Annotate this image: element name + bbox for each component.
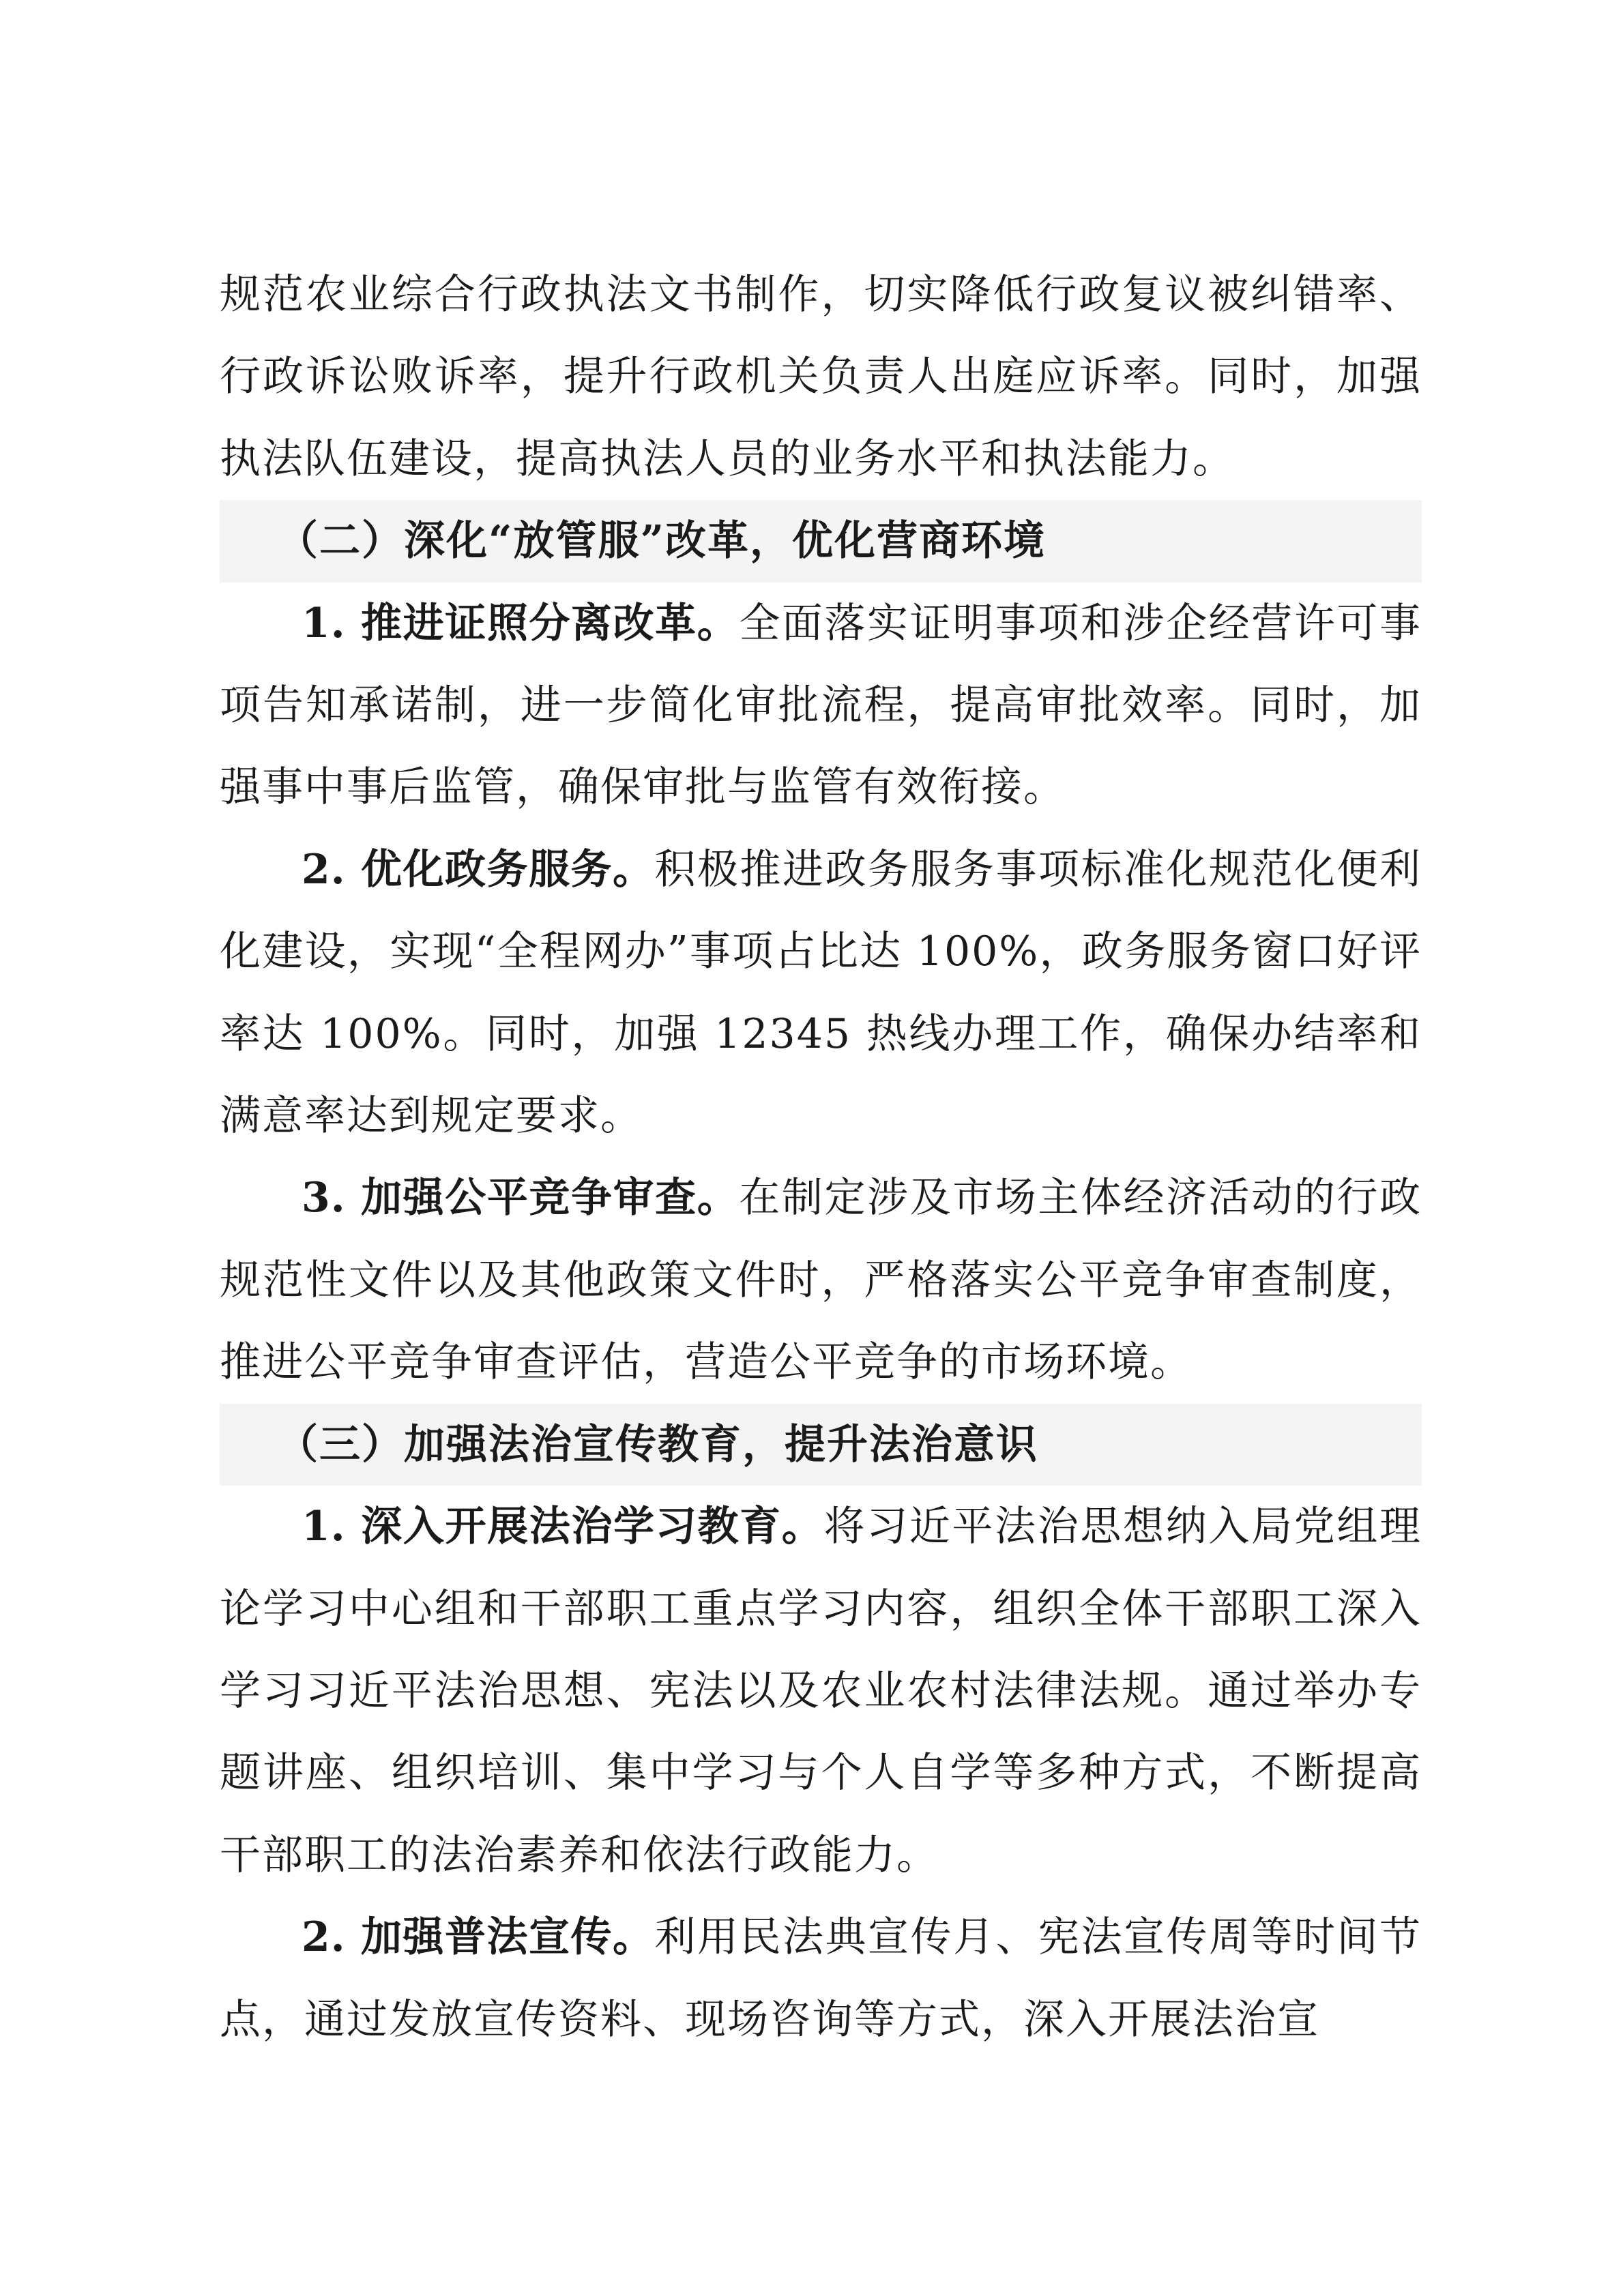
section-heading-fangguanfu: （二）深化“放管服”改革，优化营商环境 [220,500,1422,582]
paragraph-lead: 3. 加强公平竞争审查。 [302,1174,740,1222]
paragraph-text: 在制定涉及市场主体经济活动的行政规范性文件以及其他政策文件时，严格落实公平竞争审查制度，推进公平竞争审查评估，营造公平竞争的市场环境。 [220,1174,1422,1387]
paragraph-enforcement-docs [220,254,1422,500]
paragraph-fair-competition [220,1157,1422,1403]
section-heading-legal-education: （三）加强法治宣传教育，提升法治意识 [220,1404,1422,1486]
paragraph-legal-study [220,1486,1422,1896]
paragraph-lead: 1. 推进证照分离改革。 [302,599,740,647]
paragraph-text: 全面落实证明事项和涉企经营许可事项告知承诺制，进一步简化审批流程，提高审批效率。同时，加强事中事后监管，确保审批与监管有效衔接。 [220,599,1422,812]
paragraph-lead: 2. 加强普法宣传。 [302,1913,655,1962]
paragraph-lead: 2. 优化政务服务。 [302,845,655,894]
paragraph-text: 积极推进政务服务事项标准化规范化便利化建设，实现“全程网办”事项占比达 100%，政务服务窗口好评率达 100%。同时，加强 12345 热线办理工作，确保办结率和满意率达到规定要求。 [220,845,1422,1140]
paragraph-text: 规范农业综合行政执法文书制作，切实降低行政复议被纠错率、行政诉讼败诉率，提升行政机关负责人出庭应诉率。同时，加强执法队伍建设，提高执法人员的业务水平和执法能力。 [220,271,1422,483]
paragraph-license-reform [220,583,1422,829]
paragraph-text: 利用民法典宣传月、宪法宣传周等时间节点，通过发放宣传资料、现场咨询等方式，深入开展法治宣 [220,1913,1422,2044]
paragraph-government-services [220,829,1422,1158]
paragraph-law-publicity [220,1896,1422,2061]
paragraph-lead: 1. 深入开展法治学习教育。 [302,1503,824,1551]
paragraph-text: 将习近平法治思想纳入局党组理论学习中心组和干部职工重点学习内容，组织全体干部职工深入学习习近平法治思想、宪法以及农业农村法律法规。通过举办专题讲座、组织培训、集中学习与个人自学等多种方式，不断提高干部职工的法治素养和依法行政能力。 [220,1503,1422,1879]
document-body [220,254,1422,2061]
